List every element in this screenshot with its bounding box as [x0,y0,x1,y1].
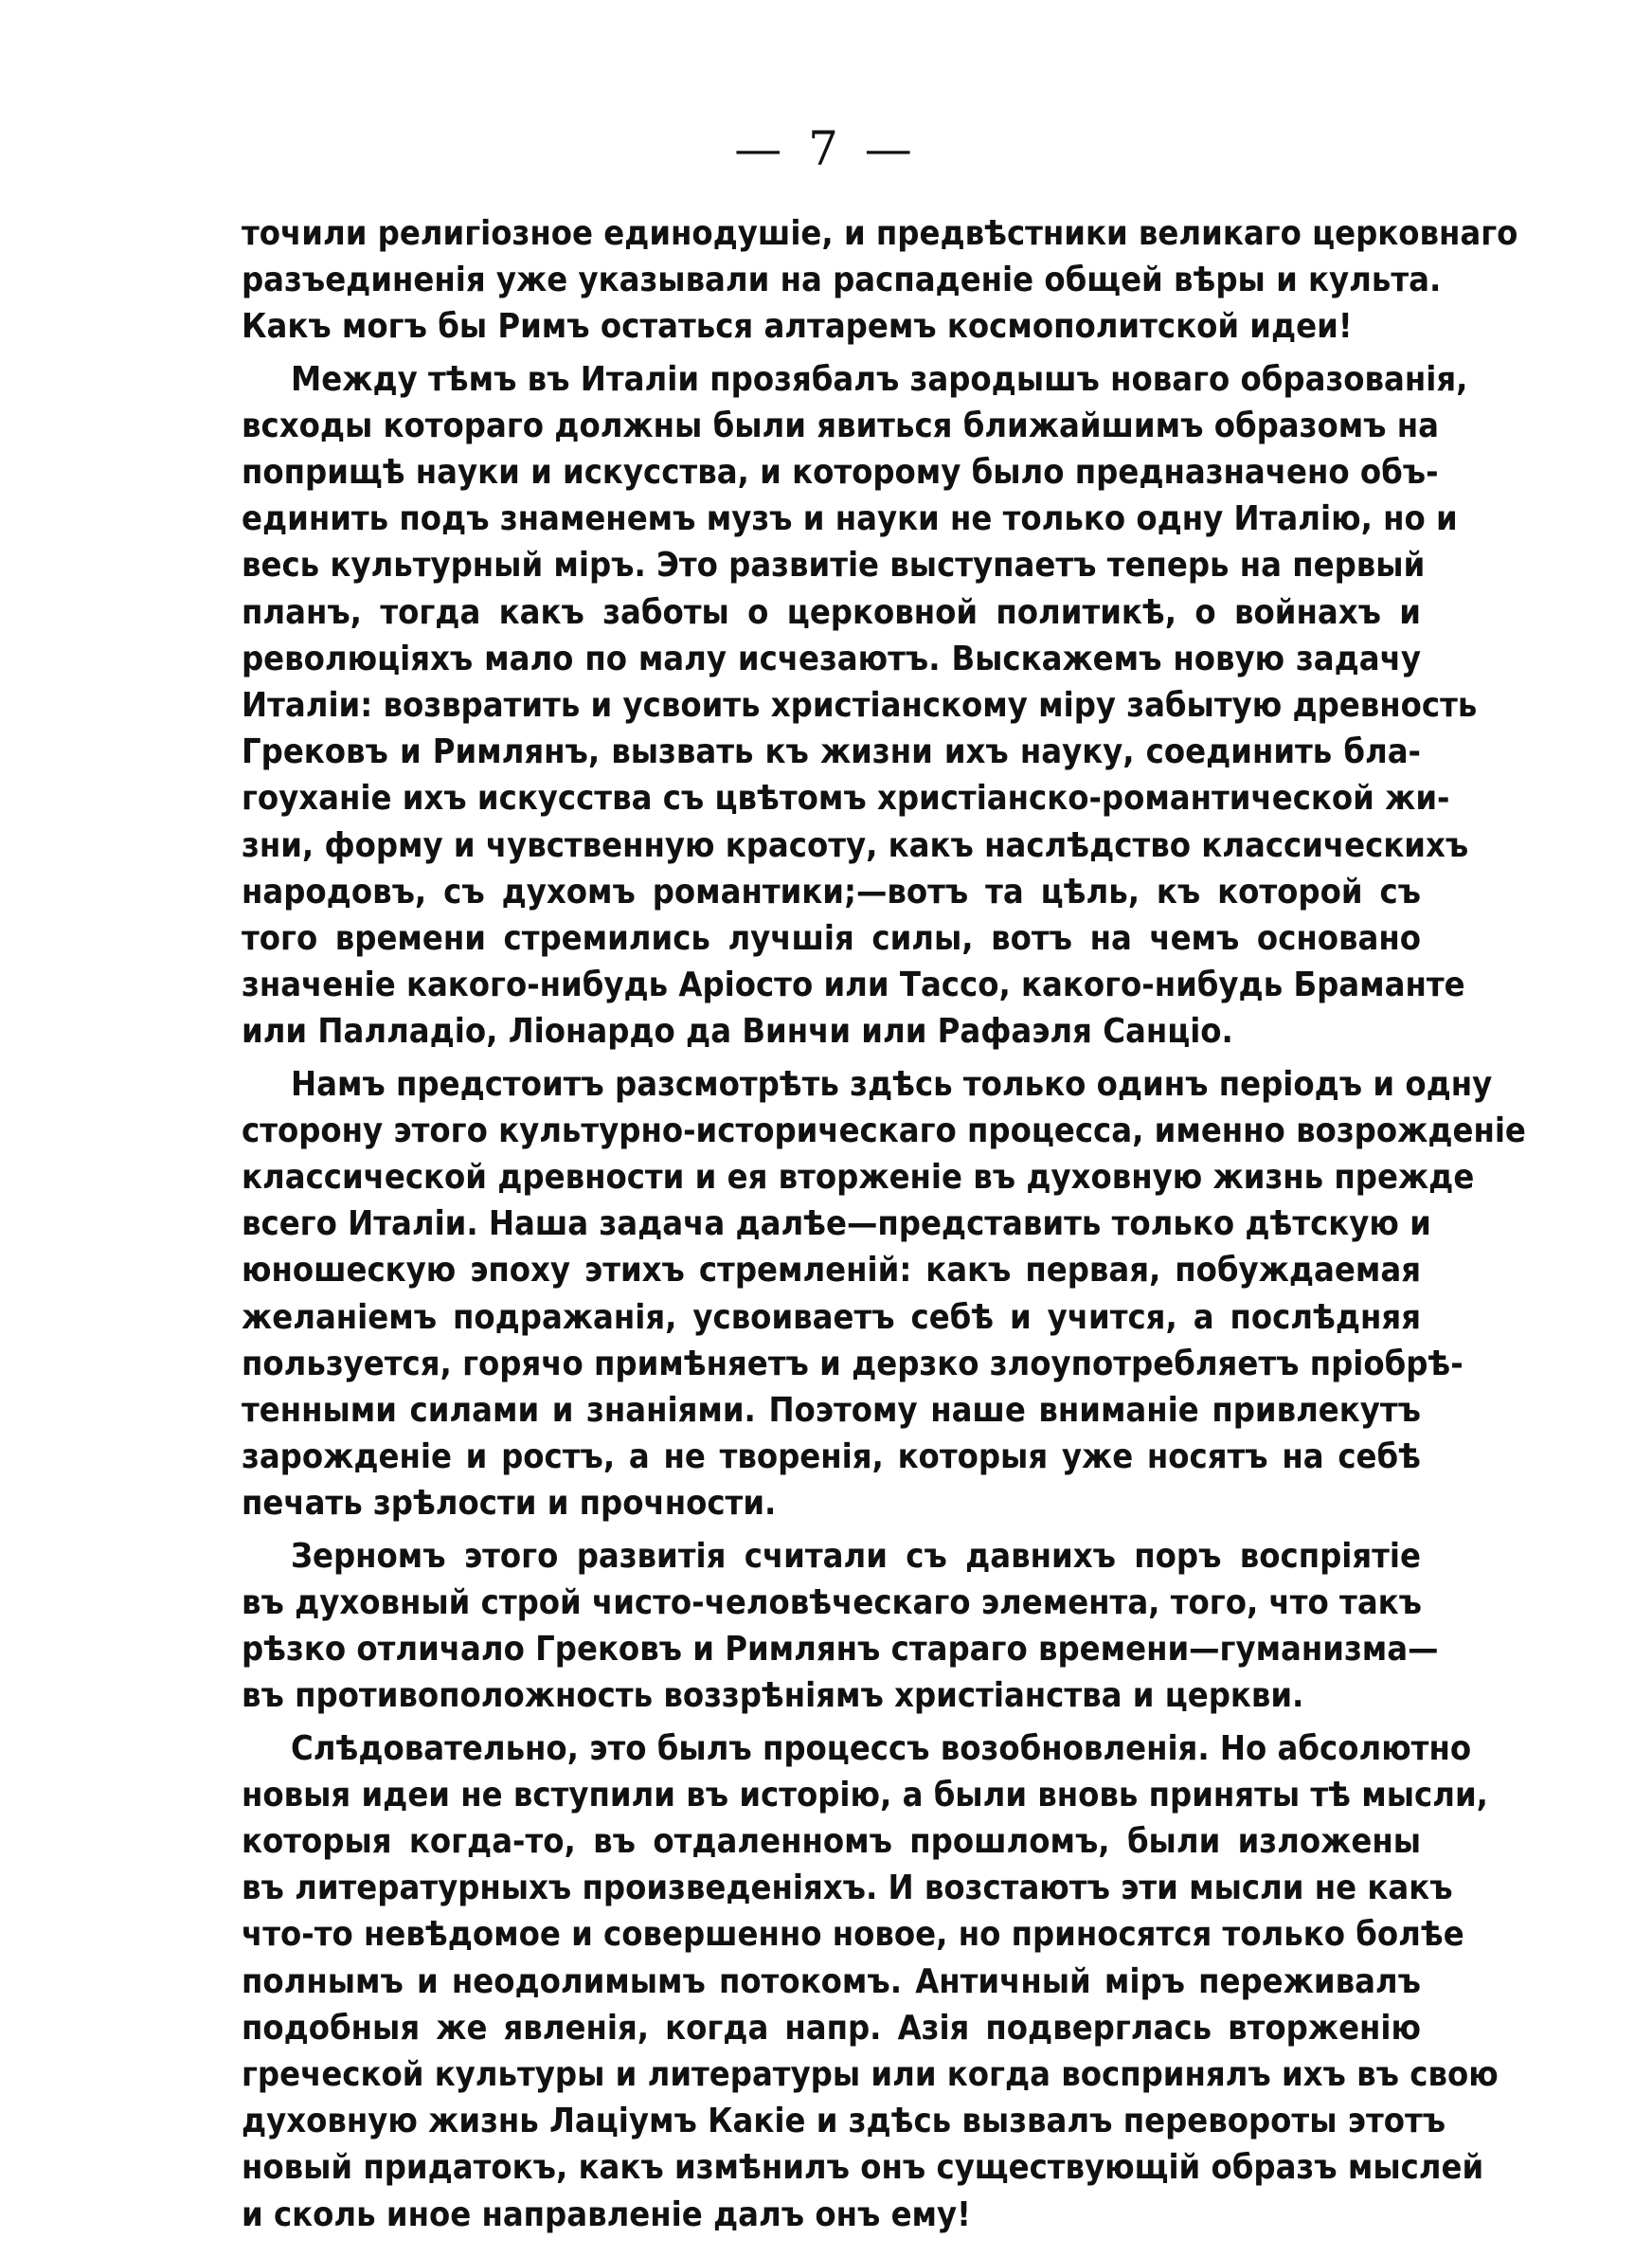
paragraph-1 [242,210,1518,351]
text-line: планъ, тогда какъ заботы о церковной политикѣ, о войнахъ и [242,592,1421,632]
text-line: точили религіозное единодушіе, и предвѣстники великаго церковнаго [242,214,1518,253]
text-line: въ литературныхъ произведеніяхъ. И возстаютъ эти мысли не какъ [242,1869,1453,1908]
text-line: Грековъ и Римлянъ, вызвать къ жизни ихъ науку, соединить бла- [242,732,1421,772]
text-line: греческой культуры и литературы или когда воспринялъ ихъ въ свою [242,2054,1499,2094]
text-line: Между тѣмъ въ Италіи прозябалъ зародышъ новаго образованія, [291,359,1468,399]
text-line: пользуется, горячо примѣняетъ и дерзко злоупотребляетъ пріобрѣ- [242,1344,1463,1383]
text-line: духовную жизнь Лаціумъ Какіе и здѣсь вызвалъ перевороты этотъ [242,2102,1446,2141]
text-line: въ противоположность воззрѣніямъ христіанства и церкви. [242,1676,1304,1716]
text-line: зни, форму и чувственную красоту, какъ наслѣдство классическихъ [242,825,1469,865]
text-line: Зерномъ этого развитія считали съ давнихъ поръ воспріятіе [291,1536,1421,1576]
text-line: тенными силами и знаніями. Поэтому наше вниманіе привлекутъ [242,1391,1421,1431]
text-line: поприщѣ науки и искусства, и которому было предназначено объ- [242,453,1439,493]
paragraph-5 [242,1725,1499,2238]
text-line: юношескую эпоху этихъ стремленій: какъ первая, побуждаемая [242,1251,1421,1291]
text-line: новый придатокъ, какъ измѣнилъ онъ существующій образъ мыслей [242,2148,1484,2188]
text-line: разъединенія уже указывали на распаденіе общей вѣры и культа. [242,261,1442,300]
text-line: рѣзко отличало Грековъ и Римлянъ стараго времени—гуманизма— [242,1630,1439,1670]
text-line: что-то невѣдомое и совершенно новое, но приносятся только болѣе [242,1915,1464,1955]
text-line: подобныя же явленія, когда напр. Азія подверглась вторженію [242,2008,1421,2048]
text-line: печать зрѣлости и прочности. [242,1484,777,1524]
text-line: и сколь иное направленіе далъ онъ ему! [242,2194,971,2234]
text-line: или Палладіо, Ліонардо да Винчи или Рафаэля Санціо. [242,1012,1233,1052]
page-number: — 7 — [734,121,918,176]
text-line: значеніе какого-нибудь Аріосто или Тассо, какого-нибудь Браманте [242,966,1465,1005]
text-line: классической древности и ея вторженіе въ духовную жизнь прежде [242,1158,1475,1198]
text-line: которыя когда-то, въ отдаленномъ прошломъ, были изложены [242,1821,1421,1861]
text-line: всходы котораго должны были явиться ближайшимъ образомъ на [242,406,1440,445]
paragraph-2 [242,356,1478,1056]
text-line: полнымъ и неодолимымъ потокомъ. Античный міръ переживалъ [242,1961,1421,2001]
text-line: народовъ, съ духомъ романтики;—вотъ та цѣль, къ которой съ [242,872,1421,912]
text-line: зарожденіе и ростъ, а не творенія, которыя уже носятъ на себѣ [242,1437,1421,1477]
text-line: Намъ предстоитъ разсмотрѣть здѣсь только одинъ періодъ и одну [291,1064,1493,1104]
paragraph-3 [242,1061,1526,1527]
text-line: того времени стремились лучшія силы, вотъ на чемъ основано [242,919,1421,959]
text-line: сторону этого культурно-историческаго процесса, именно возрожденіе [242,1110,1526,1150]
text-line: Слѣдовательно, это былъ процессъ возобновленія. Но абсолютно [291,1728,1472,1768]
text-line: Какъ могъ бы Римъ остаться алтаремъ космополитской идеи! [242,307,1353,347]
text-body [242,210,1526,2244]
text-line: весь культурный міръ. Это развитіе выступаетъ теперь на первый [242,546,1426,586]
text-line: гоуханіе ихъ искусства съ цвѣтомъ христіанско-романтической жи- [242,779,1450,819]
text-line: единить подъ знаменемъ музъ и науки не только одну Италію, но и [242,499,1458,539]
text-line: Италіи: возвратить и усвоить христіанскому міру забытую древность [242,686,1478,726]
text-line: желаніемъ подражанія, усвоиваетъ себѣ и учится, а послѣдняя [242,1297,1421,1337]
text-line: новыя идеи не вступили въ исторію, а были вновь приняты тѣ мысли, [242,1775,1488,1815]
text-line: въ духовный строй чисто-человѣческаго элемента, того, что такъ [242,1582,1423,1622]
text-line: революціяхъ мало по малу исчезаютъ. Выскажемъ новую задачу [242,639,1421,678]
text-line: всего Италіи. Наша задача далѣе—представить только дѣтскую и [242,1204,1431,1244]
paragraph-4 [242,1533,1439,1720]
